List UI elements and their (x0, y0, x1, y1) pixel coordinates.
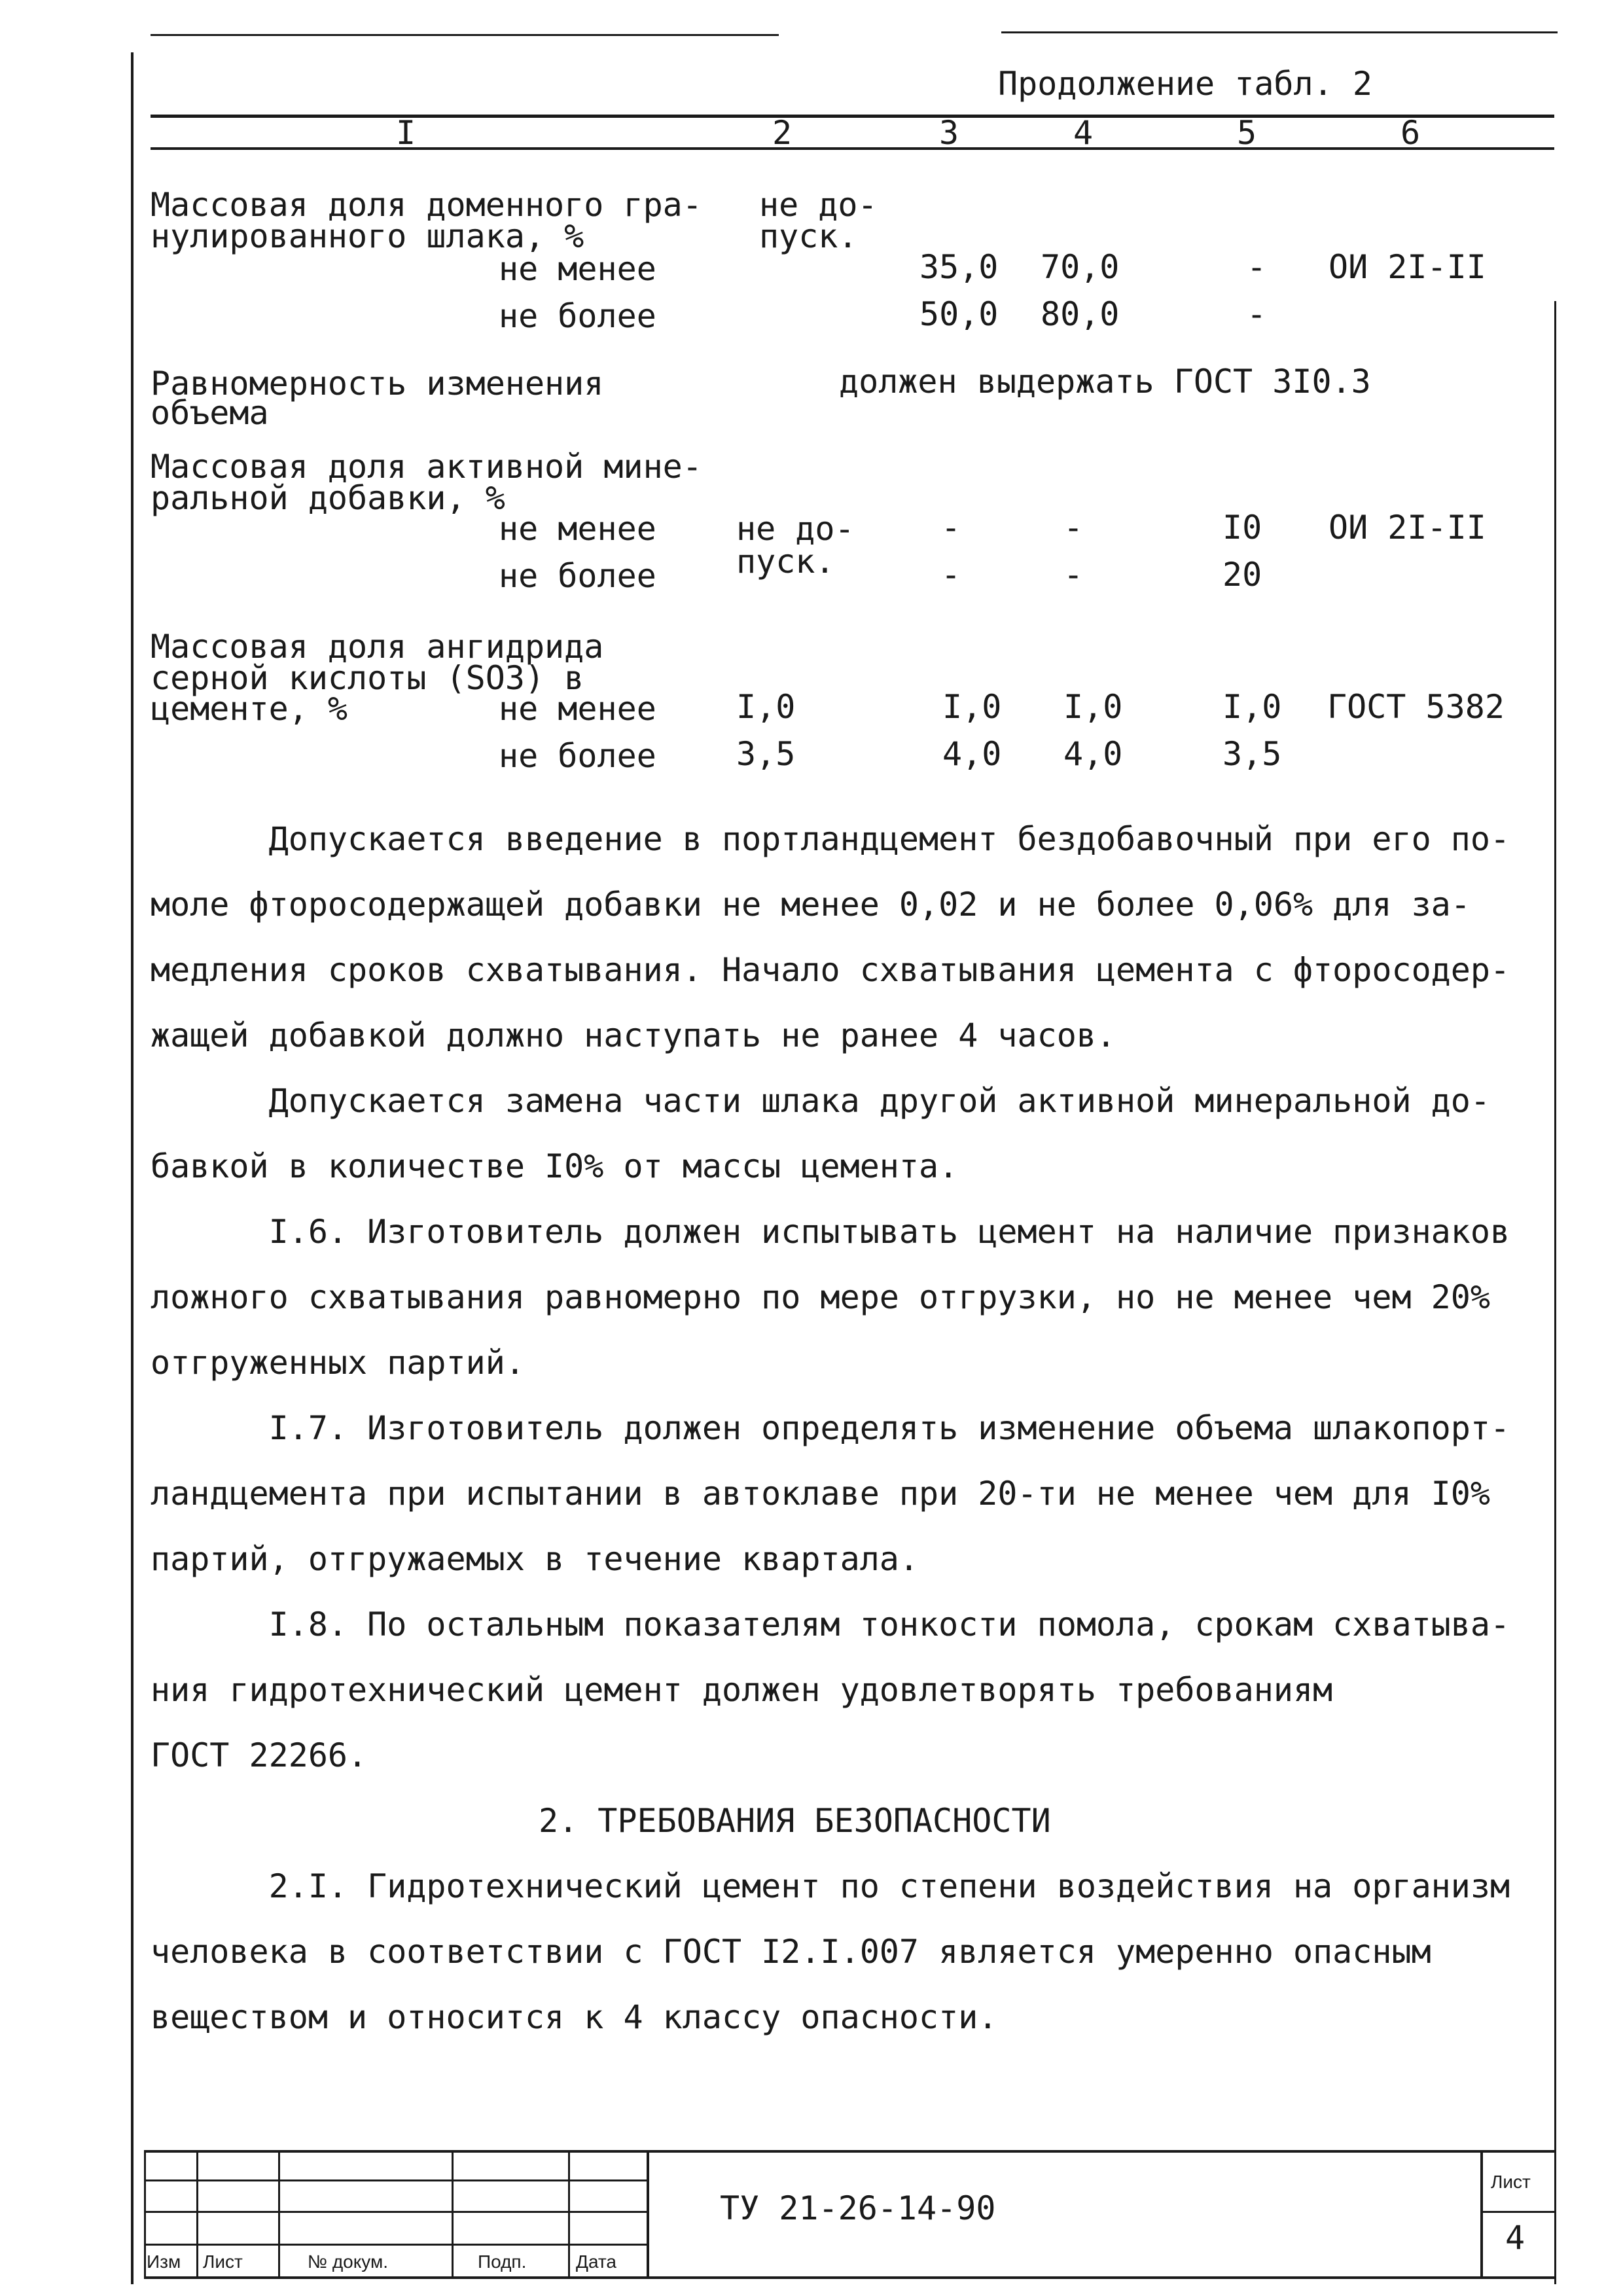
row2-label-line1: Равномерность изменения (151, 365, 604, 403)
row2-value: должен выдержать ГОСТ 3I0.3 (839, 363, 1371, 401)
frame-left-line (131, 52, 134, 2284)
row3-min-label: не менее (499, 510, 656, 548)
body-line-17: человека в соответствии с ГОСТ I2.I.007 является умеренно опасным (151, 1933, 1431, 1971)
row4-min-col3: I,0 (942, 688, 1002, 726)
body-line-09: отгруженных партий. (151, 1344, 525, 1382)
stamp-sheet-label: Лист (1491, 2172, 1531, 2192)
row4-max-label: не более (499, 737, 656, 775)
row1-col2-line1: не до- (759, 186, 878, 224)
row1-min-col4: 70,0 (1041, 248, 1120, 286)
body-line-02: моле фторосодержащей добавки не менее 0,02 и не более 0,06% для за- (151, 886, 1471, 924)
row4-min-col2: I,0 (736, 688, 796, 726)
body-line-05: Допускается замена части шлака другой активной минеральной до- (151, 1082, 1490, 1120)
frame-top-line-2 (1001, 31, 1558, 33)
body-line-12: партий, отгружаемых в течение квартала. (151, 1540, 919, 1578)
body-line-16: 2.I. Гидротехнический цемент по степени воздействия на организм (151, 1867, 1510, 1905)
row4-max-col2: 3,5 (736, 735, 796, 773)
stamp-header-sheet: Лист (203, 2251, 243, 2272)
row1-min-col3: 35,0 (919, 248, 999, 286)
row4-min-col4: I,0 (1063, 688, 1123, 726)
row3-max-col5: 20 (1222, 556, 1262, 594)
column-number-5: 5 (1237, 114, 1257, 152)
body-line-13: I.8. По остальным показателям тонкости помола, срокам схватыва- (151, 1605, 1510, 1643)
row3-min-col4: - (1063, 509, 1084, 547)
row4-max-col4: 4,0 (1063, 735, 1123, 773)
row3-label-line1: Массовая доля активной мине- (151, 448, 702, 486)
body-line-18: веществом и относится к 4 классу опасности. (151, 1998, 998, 2036)
frame-top-line (151, 34, 779, 36)
stamp-header-date: Дата (576, 2251, 617, 2272)
row1-min-col6: ОИ 2I-II (1329, 248, 1486, 286)
column-number-1: I (396, 114, 416, 152)
stamp-header-doc-number: № докум. (308, 2251, 389, 2272)
row1-label-line2: нулированного шлака, % (151, 217, 584, 255)
body-line-04: жащей добавкой должно наступать не ранее 4 часов. (151, 1016, 1116, 1054)
row3-max-col3: - (941, 556, 961, 594)
row3-min-col6: ОИ 2I-II (1329, 509, 1486, 547)
row1-col2-line2: пуск. (759, 217, 858, 255)
row4-min-label: не менее (499, 690, 656, 728)
row1-min-label: не менее (499, 250, 656, 288)
row4-min-col5: I,0 (1222, 688, 1282, 726)
row2-label-line2: объема (151, 394, 269, 432)
body-line-01: Допускается введение в портландцемент бездобавочный при его по- (151, 820, 1510, 858)
column-number-3: 3 (939, 114, 959, 152)
row1-max-label: не более (499, 297, 656, 335)
body-line-03: медления сроков схватывания. Начало схватывания цемента с фторосодер- (151, 951, 1510, 989)
row3-min-col3: - (941, 509, 961, 547)
body-line-07: I.6. Изготовитель должен испытывать цемент на наличие признаков (151, 1213, 1510, 1251)
body-line-15: ГОСТ 22266. (151, 1736, 368, 1774)
row3-col2-line2: пуск. (736, 543, 835, 581)
row4-min-col6: ГОСТ 5382 (1327, 688, 1505, 726)
row4-max-col3: 4,0 (942, 735, 1002, 773)
frame-right-line (1554, 301, 1556, 2284)
column-number-6: 6 (1400, 114, 1421, 152)
body-line-10: I.7. Изготовитель должен определять изменение объема шлакопорт- (151, 1409, 1510, 1447)
section-heading: 2. ТРЕБОВАНИЯ БЕЗОПАСНОСТИ (539, 1802, 1051, 1840)
row4-label-line3: цементе, % (151, 690, 348, 728)
row3-max-col4: - (1063, 556, 1084, 594)
row1-max-col4: 80,0 (1041, 295, 1120, 333)
row1-label-line1: Массовая доля доменного гра- (151, 186, 702, 224)
document-designation: ТУ 21-26-14-90 (720, 2189, 996, 2227)
header-bottom-rule (151, 147, 1554, 150)
body-line-11: ландцемента при испытании в автоклаве при 20-ти не менее чем для I0% (151, 1475, 1490, 1513)
body-line-08: ложного схватывания равномерно по мере отгрузки, но не менее чем 20% (151, 1278, 1490, 1316)
row1-max-col3: 50,0 (919, 295, 999, 333)
column-number-4: 4 (1073, 114, 1094, 152)
row3-max-label: не более (499, 557, 656, 595)
body-line-06: бавкой в количестве I0% от массы цемента. (151, 1147, 959, 1185)
stamp-sheet-number: 4 (1505, 2219, 1525, 2257)
stamp-header-signature: Подп. (478, 2251, 527, 2272)
row3-col2-line1: не до- (736, 510, 855, 548)
stamp-header-revision: Изм (147, 2251, 181, 2272)
row4-label-line2: серной кислоты (SO3) в (151, 659, 584, 697)
row1-max-col5: - (1247, 295, 1267, 333)
row4-max-col5: 3,5 (1222, 735, 1282, 773)
column-number-2: 2 (772, 114, 793, 152)
header-top-rule (151, 115, 1554, 118)
body-line-14: ния гидротехнический цемент должен удовлетворять требованиям (151, 1671, 1333, 1709)
row3-min-col5: I0 (1222, 509, 1262, 547)
row3-label-line2: ральной добавки, % (151, 479, 505, 517)
row1-min-col5: - (1247, 248, 1267, 286)
continuation-label: Продолжение табл. 2 (998, 65, 1372, 103)
row4-label-line1: Массовая доля ангидрида (151, 628, 604, 666)
